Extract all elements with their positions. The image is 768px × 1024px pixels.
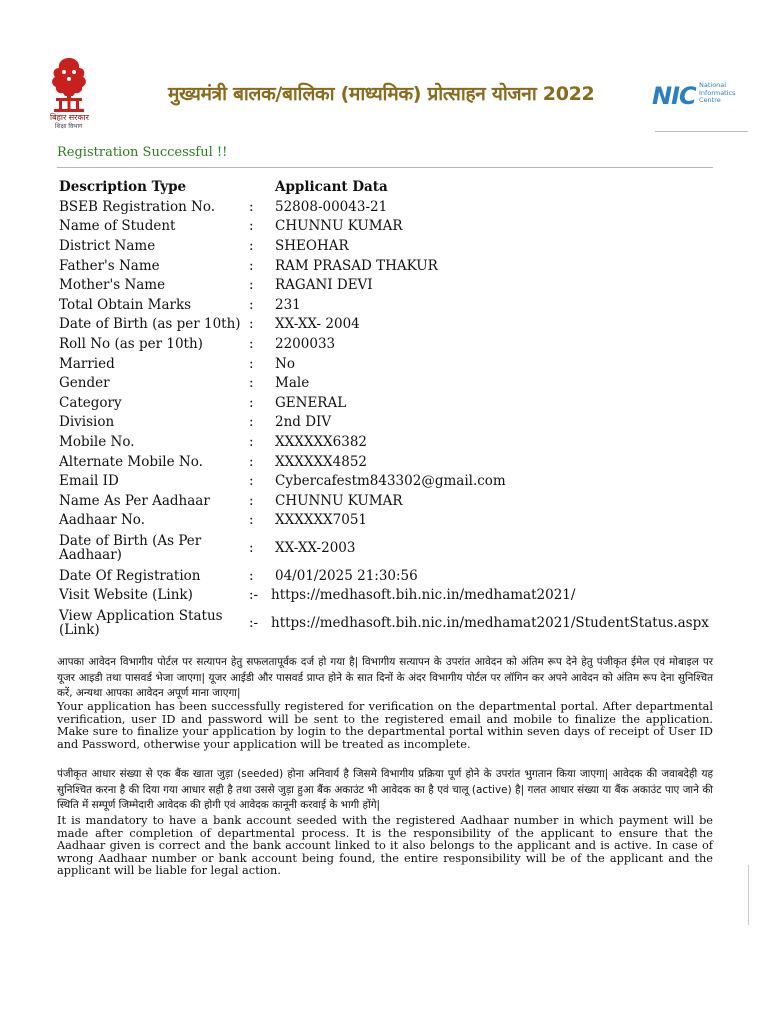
field-separator: :	[249, 277, 254, 294]
field-value: 2nd DIV	[275, 414, 332, 431]
field-separator: :	[249, 355, 254, 372]
field-label: Name of Student	[59, 218, 176, 235]
field-label: Division	[59, 414, 115, 431]
english-notice-aadhaar: It is mandatory to have a bank account seeded with the registered Aadhaar number in which payment will be made after completion of departmental process. It is the responsibility of the applicant to ensure that the Aadhaar given is correct and the bank account linked to it also belongs to the applicant and is active. In case of wrong Aadhaar number or bank account being found, the entire responsibility will be of the applicant and the applicant will be liable for legal action.	[57, 814, 713, 878]
field-value: Male	[275, 375, 310, 392]
field-separator: :	[249, 512, 254, 529]
table-row	[59, 432, 719, 452]
table-row	[59, 413, 719, 433]
table-row	[59, 275, 719, 295]
field-separator: :	[249, 414, 254, 431]
nic-text-line: National	[699, 81, 727, 89]
table-body	[59, 197, 719, 641]
field-label: Alternate Mobile No.	[59, 453, 203, 470]
field-label: Roll No (as per 10th)	[59, 335, 203, 352]
field-separator: :-	[249, 615, 259, 632]
column-header-applicant-data: Applicant Data	[275, 179, 388, 195]
table-row	[59, 217, 719, 237]
english-notice-registration: Your application has been successfully registered for verification on the departmental portal. After departmental verification, user ID and password will be sent to the registered email and mobile to finalize the application. Make sure to finalize your application by login to the departmental portal within seven days of receipt of User ID and Password, otherwise your application will be treated as incomplete.	[57, 700, 713, 751]
field-separator: :	[249, 335, 254, 352]
nic-text-line: Centre	[699, 96, 721, 104]
page-header	[0, 0, 768, 140]
field-separator: :	[249, 492, 254, 509]
field-value: Cybercafestm843302@gmail.com	[275, 473, 506, 490]
field-value: XX-XX- 2004	[275, 316, 360, 333]
applicant-details-table	[59, 177, 719, 641]
table-row	[59, 295, 719, 315]
field-label: View Application Status (Link)	[59, 608, 223, 639]
field-separator: :	[249, 198, 254, 215]
field-label: Date Of Registration	[59, 567, 201, 584]
nic-logo-text	[699, 82, 736, 105]
hindi-notice-aadhaar: पंजीकृत आधार संख्या से एक बैंक खाता जुड़ा (seeded) होना अनिवार्य है जिसमे विभागीय प्रक्रिया पूर्ण होने के उपरांत भुगतान किया जाएगा| आवेदक की जवाबदेही यह सुनिश्चित करना है की दिया गया आधार सही है तथा उससे जुड़ा हुआ बैंक अकाउंट भी आवेदक का है एवं चालू (active) है| गलत आधार संख्या या बैंक अकाउंट पाए जाने की स्थिति में सम्पूर्ण जिम्मेदारी आवेदक की होगी एवं आवेदक कानूनी करवाई के भागी होंगे|	[57, 768, 713, 811]
field-label: Mother's Name	[59, 277, 166, 294]
field-separator: :	[249, 316, 254, 333]
table-row	[59, 511, 719, 531]
table-row	[59, 393, 719, 413]
field-separator: :	[249, 375, 254, 392]
field-label: BSEB Registration No.	[59, 198, 216, 215]
field-value: XXXXXX4852	[275, 453, 368, 470]
nic-text-line: Informatics	[699, 88, 736, 97]
field-value: 04/01/2025 21:30:56	[275, 567, 418, 584]
table-row	[59, 197, 719, 217]
field-separator: :	[249, 453, 254, 470]
field-separator: :	[249, 257, 254, 274]
field-label: Gender	[59, 375, 110, 392]
field-separator: :	[249, 540, 254, 557]
table-row	[59, 605, 719, 641]
table-row	[59, 354, 719, 374]
table-row	[59, 236, 719, 256]
field-value: CHUNNU KUMAR	[275, 492, 403, 509]
column-header-description: Description Type	[59, 179, 187, 195]
field-label: District Name	[59, 237, 156, 254]
field-label: Aadhaar No.	[59, 512, 145, 529]
field-label: Date of Birth (as per 10th)	[59, 316, 241, 333]
field-value: No	[275, 355, 295, 372]
field-value: CHUNNU KUMAR	[275, 218, 403, 235]
status-divider	[57, 167, 713, 168]
table-header-row	[59, 177, 719, 197]
hindi-notice-registration: आपका आवेदन विभागीय पोर्टल पर सत्यापन हेतु सफलतापूर्वक दर्ज हो गया है| विभागीय सत्यापन के उपरांत आवेदन को अंतिम रूप देने हेतु पंजीकृत ईमेल एवं मोबाइल पर यूजर आइडी तथा पासवर्ड भेजा जाएगा| यूजर आईडी और पासवर्ड प्राप्त होने के सात दिनों के अंदर विभागीय पोर्टल पर लॉगिन कर अपने आवेदन को अंतिम रूप देना सुनिश्चित करें, अन्यथा आपका आवेदन अपूर्ण माना जाएगा|	[57, 656, 713, 699]
field-label: Name As Per Aadhaar	[59, 492, 210, 509]
field-separator: :-	[249, 587, 259, 604]
field-value: 231	[275, 296, 301, 313]
nic-logo-mark: NIC	[652, 82, 696, 110]
field-value: SHEOHAR	[275, 237, 349, 254]
field-label: Email ID	[59, 473, 119, 490]
field-value: XXXXXX7051	[275, 512, 368, 529]
emblem-label: बिहार सरकार	[50, 113, 89, 122]
field-label: Visit Website (Link)	[59, 587, 193, 604]
table-row	[59, 471, 719, 491]
field-label: Married	[59, 355, 115, 372]
field-link[interactable]: https://medhasoft.bih.nic.in/medhamat2021/	[271, 587, 576, 604]
header-divider	[655, 131, 748, 132]
table-row	[59, 586, 719, 606]
table-row	[59, 315, 719, 335]
field-value: GENERAL	[275, 394, 347, 411]
field-link[interactable]: https://medhasoft.bih.nic.in/medhamat2021/StudentStatus.aspx	[271, 615, 709, 632]
table-row	[59, 491, 719, 511]
field-separator: :	[249, 567, 254, 584]
emblem-sublabel: शिक्षा विभाग	[55, 123, 83, 130]
registration-status-message: Registration Successful !!	[57, 145, 228, 160]
field-value: 52808-00043-21	[275, 198, 388, 215]
nic-logo	[652, 80, 752, 114]
field-separator: :	[249, 218, 254, 235]
field-separator: :	[249, 394, 254, 411]
field-value: RAM PRASAD THAKUR	[275, 257, 438, 274]
field-label: Category	[59, 394, 122, 411]
field-label: Date of Birth (As Per Aadhaar)	[59, 533, 202, 564]
page-title: मुख्यमंत्री बालक/बालिका (माध्यमिक) प्रोत्साहन योजना 2022	[168, 83, 595, 105]
field-label: Mobile No.	[59, 433, 135, 450]
field-label: Total Obtain Marks	[59, 296, 192, 313]
field-value: 2200033	[275, 335, 336, 352]
field-value: XXXXXX6382	[275, 433, 368, 450]
table-row	[59, 530, 719, 566]
scan-edge-line	[748, 865, 749, 925]
field-separator: :	[249, 237, 254, 254]
table-row	[59, 373, 719, 393]
field-value: XX-XX-2003	[275, 540, 356, 557]
field-separator: :	[249, 473, 254, 490]
field-label: Father's Name	[59, 257, 160, 274]
field-value: RAGANI DEVI	[275, 277, 373, 294]
table-row	[59, 334, 719, 354]
table-row	[59, 256, 719, 276]
field-separator: :	[249, 433, 254, 450]
table-row	[59, 566, 719, 586]
field-separator: :	[249, 296, 254, 313]
table-row	[59, 452, 719, 472]
